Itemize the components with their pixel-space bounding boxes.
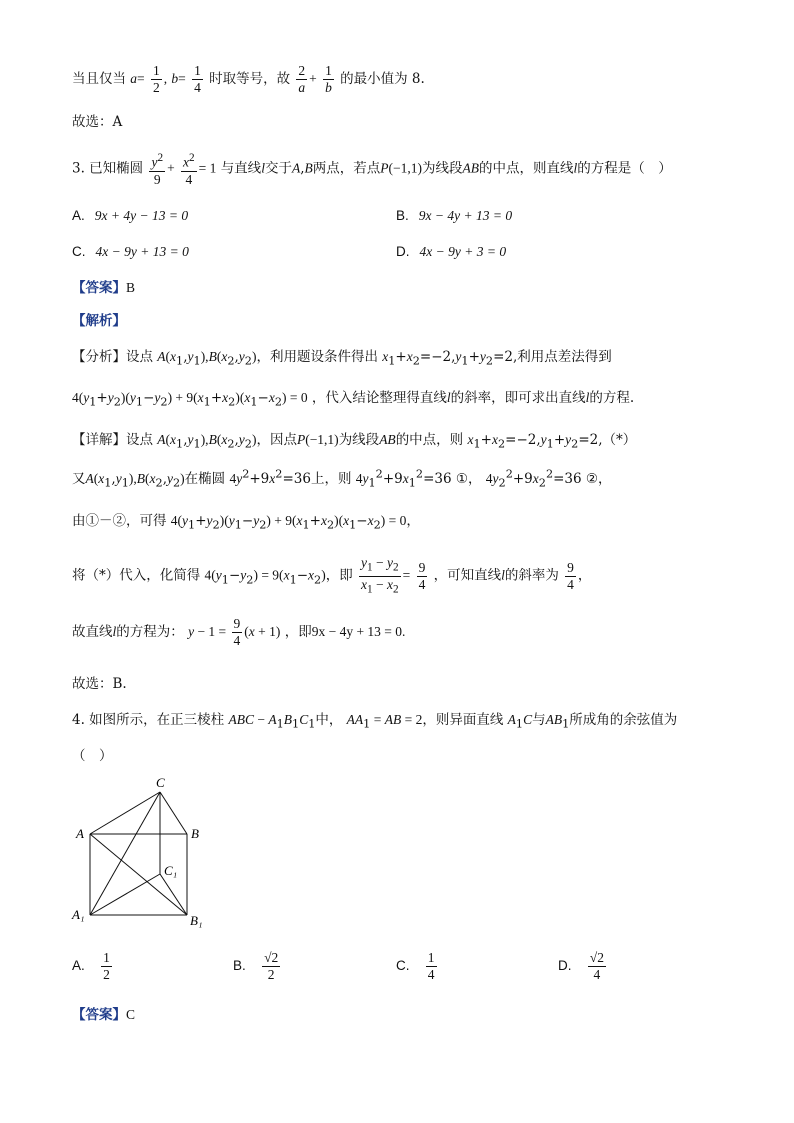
q4-option-a[interactable]: A. $\frac{1}{2}$: [72, 950, 110, 982]
q3-detail-3: 由①－②，可得 $4(y_1+y_2)(y_1-y_2) + 9(x_1+x_2)(x_1-x_2) = 0$，: [72, 513, 420, 532]
fraction: $\frac{1}{b}$: [325, 63, 332, 95]
q3-stem: 3. 已知椭圆 $\frac{y^2}{9}$ + $\frac{x^2}{4}$ = 1 与直线l交于A,B两点，若点P(−1,1)为线段AB的中点，则直线l的方程是（ ）: [72, 152, 672, 187]
fraction: $\frac{9}{4}$: [418, 559, 426, 592]
fraction: $\frac{y_1 - y_2}{x_1 - x_2}$: [361, 555, 399, 596]
q3-detail-2: 又$A(x_1,y_1),B(x_2,y_2)$在椭圆 $4y^2+9x^2=36$上，则 $4y_1^2+9x_1^2=36$ ①， $4y_2^2+9x_2^2=36$ ②，: [72, 467, 612, 490]
q3-detail: 【详解】设点 $A(x_1,y_1),B(x_2,y_2)$，因点P(−1,1)为线段AB的中点，则 $x_1+x_2=-2,y_1+y_2=2,(*)$: [72, 432, 637, 451]
fraction: $\frac{9}{4}$: [233, 616, 241, 648]
q4-option-b[interactable]: B. $\frac{√2}{2}$: [233, 950, 279, 982]
fraction: $\frac{y^2}{9}$: [151, 152, 164, 187]
label-B: B: [191, 826, 199, 841]
option-a[interactable]: A. 9x + 4y − 13 = 0: [72, 208, 189, 223]
q4-paren: （ ）: [72, 748, 113, 764]
fraction: $\frac{2}{a}$: [298, 63, 306, 95]
edge-AC: [90, 792, 160, 834]
edge-B1C1: [160, 874, 187, 915]
option-d[interactable]: D. 4x − 9y + 3 = 0: [396, 244, 507, 259]
q3-analysis-tag: 【解析】: [72, 313, 126, 329]
q3-detail-4: 将（*）代入，化简得 $4(y_1-y_2) = 9(x_1-x_2)$，即 $\frac{y_1 - y_2}{x_1 - x_2}$ = $\frac{9}{4}$ ，可知直线l的斜率为 $\frac{9}{4}$ ，: [72, 555, 592, 596]
label-A: A: [76, 826, 84, 841]
fraction: $\frac{1}{4}$: [194, 63, 201, 95]
intro-answer: 故选：A: [72, 114, 123, 130]
q3-answer: 【答案】B: [72, 280, 136, 296]
q4-answer: 【答案】C: [72, 1007, 136, 1023]
label-C1: C₁: [164, 863, 178, 878]
q4-option-d[interactable]: D. $\frac{√2}{4}$: [558, 950, 604, 982]
intro-line: 当且仅当 a= $\frac{1}{2}$ , b= $\frac{1}{4}$ 时取等号，故 $\frac{2}{a}$ + $\frac{1}{b}$ 的最小值为 8.: [72, 63, 425, 95]
prism-figure: [70, 775, 220, 930]
edge-A1C1: [90, 874, 160, 915]
q3-select: 故选：B.: [72, 676, 127, 692]
q4-option-c[interactable]: C. $\frac{1}{4}$: [396, 950, 435, 982]
fraction: $\frac{9}{4}$: [567, 559, 574, 592]
label-A1: A₁: [72, 907, 85, 922]
fraction: $\frac{x^2}{4}$: [183, 152, 195, 187]
edge-BC: [160, 792, 187, 834]
q3-detail-5: 故直线l的方程为： y − 1 = $\frac{9}{4}$ (x + 1) ，即9x − 4y + 13 = 0.: [72, 616, 406, 648]
q3-fenxi-2: $4(y_1+y_2)(y_1-y_2) + 9(x_1+x_2)(x_1-x_2) = 0$ ，代入结论整理得直线l的斜率，即可求出直线l的方程.: [72, 390, 635, 409]
option-b[interactable]: B. 9x − 4y + 13 = 0: [396, 208, 513, 223]
label-B1: B₁: [190, 913, 203, 928]
q4-stem: 4. 如图所示，在正三棱柱 ABC − $A_1B_1C_1$中， $AA_1$ = AB = 2，则异面直线 $A_1C$与$AB_1$所成角的余弦值为: [72, 712, 678, 731]
fraction: $\frac{1}{2}$: [152, 63, 160, 95]
option-c[interactable]: C. 4x − 9y + 13 = 0: [72, 244, 189, 259]
q3-fenxi: 【分析】设点 $A(x_1,y_1),B(x_2,y_2)$，利用题设条件得出 $x_1+x_2=-2,y_1+y_2=2$,利用点差法得到: [72, 349, 612, 368]
label-C: C: [156, 775, 165, 790]
diag-A1C: [90, 792, 160, 915]
